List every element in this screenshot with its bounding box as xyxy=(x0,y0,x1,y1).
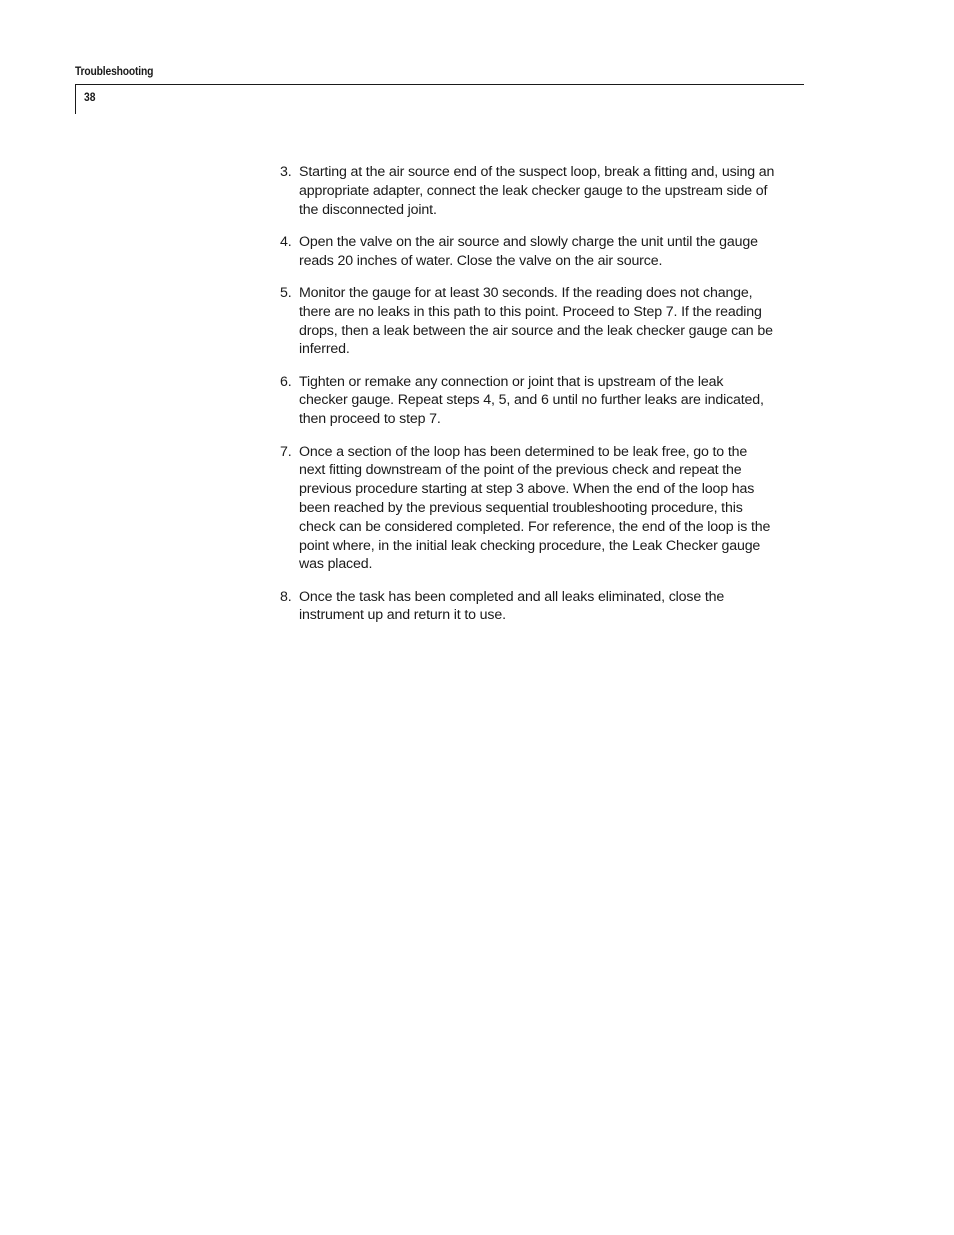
page-number: 38 xyxy=(84,90,96,104)
step-number: 4. xyxy=(280,233,292,250)
procedure-steps-list xyxy=(280,163,805,639)
page-number-rule xyxy=(75,84,76,114)
step-text: Once a section of the loop has been determined to be leak free, go to the next fitting downstream of the point of the previous check and repeat the previous procedure starting at step 3 above. When the end of the loop has been reached by the previous sequential troubleshooting procedure, this check can be considered completed. For reference, the end of the loop is the point where, in the initial leak checking procedure, the Leak Checker gauge was placed. xyxy=(299,443,771,573)
step-number: 7. xyxy=(280,443,292,460)
list-item-step-7 xyxy=(280,443,805,575)
list-item-step-6 xyxy=(280,373,805,429)
list-item-step-5 xyxy=(280,284,805,359)
step-text: Open the valve on the air source and slowly charge the unit until the gauge reads 20 inches of water. Close the valve on the air source. xyxy=(299,233,758,269)
list-item-step-3 xyxy=(280,163,805,219)
list-item-step-4 xyxy=(280,233,805,271)
step-number: 3. xyxy=(280,164,292,180)
step-text: Starting at the air source end of the suspect loop, break a fitting and, using an appropriate adapter, connect the leak checker gauge to the upstream side of the disconnected joint. xyxy=(299,164,775,218)
step-number: 6. xyxy=(280,373,292,390)
step-text: Once the task has been completed and all leaks eliminated, close the instrument up and return it to use. xyxy=(299,588,725,624)
step-number: 5. xyxy=(280,284,292,301)
running-head-section-title: Troubleshooting xyxy=(75,64,154,78)
list-item-step-8 xyxy=(280,588,805,626)
step-text: Tighten or remake any connection or joint that is upstream of the leak checker gauge. Repeat steps 4, 5, and 6 until no further leaks are indicated, then proceed to step 7. xyxy=(299,373,764,428)
step-number: 8. xyxy=(280,588,292,605)
header-rule xyxy=(75,84,804,85)
step-text: Monitor the gauge for at least 30 seconds. If the reading does not change, there are no leaks in this path to this point. Proceed to Step 7. If the reading drops, then a leak between the air source and the leak checker gauge can be inferred. xyxy=(299,284,773,358)
